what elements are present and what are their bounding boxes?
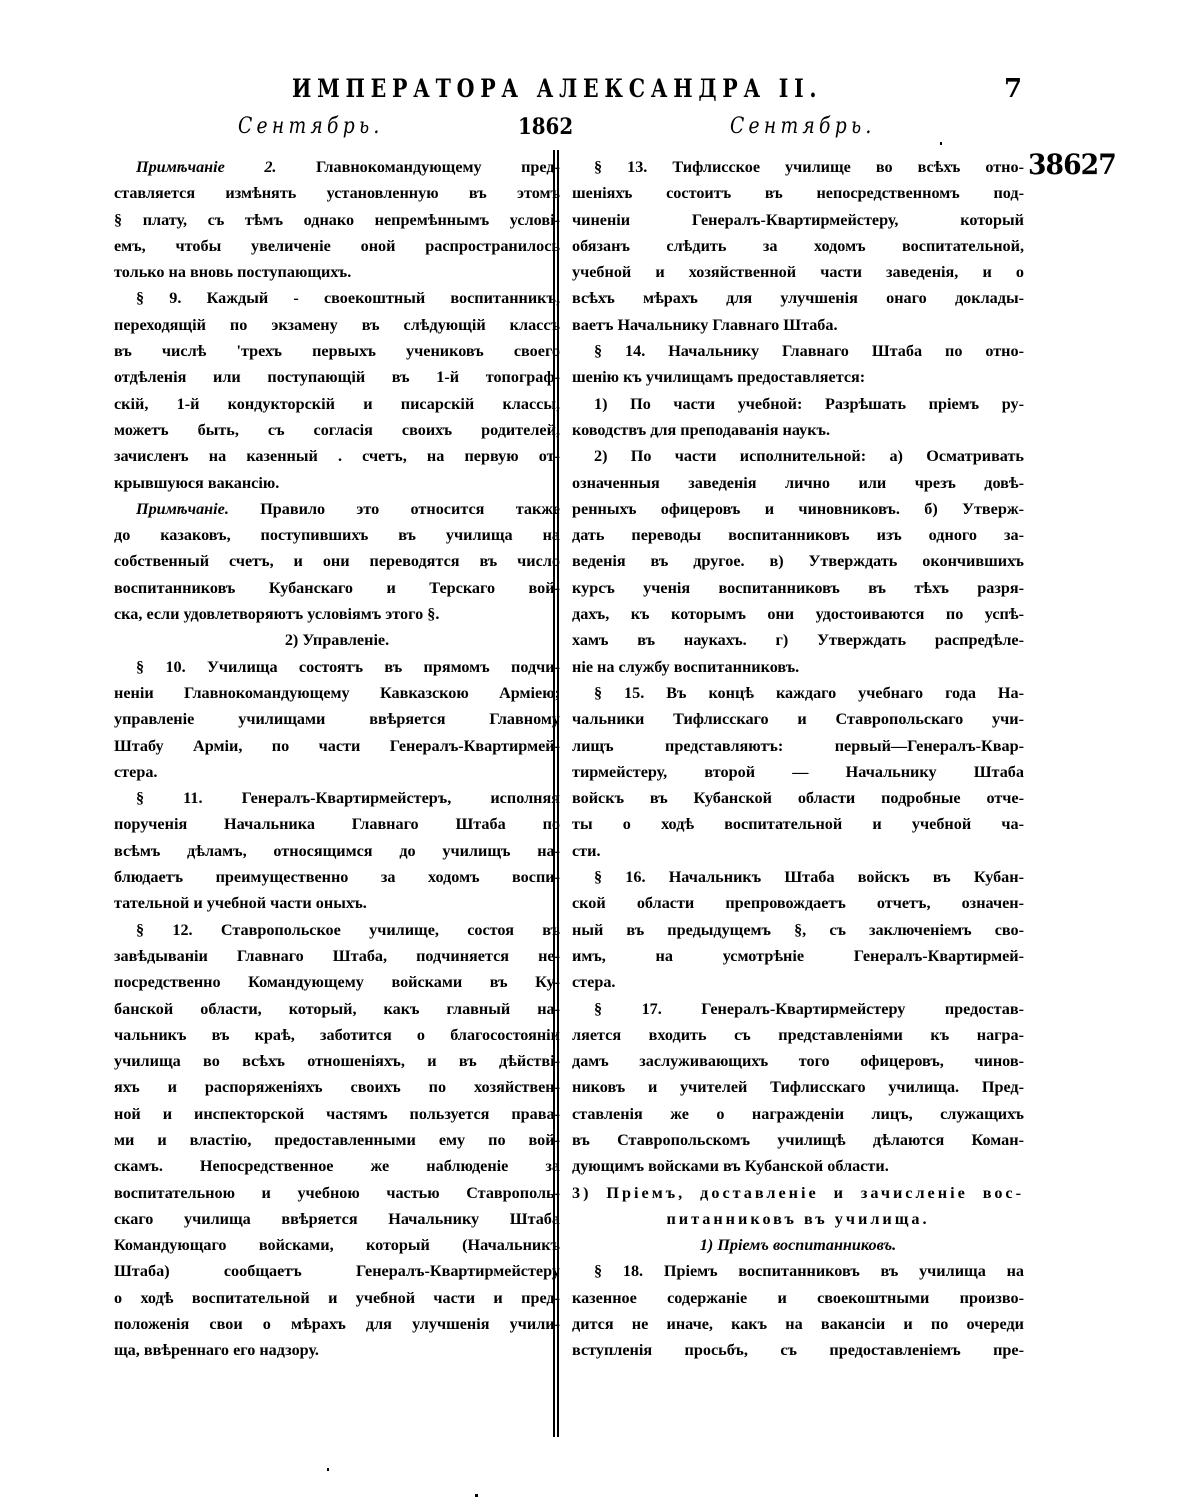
text-line: чиненіи Генералъ-Квартирмейстеру, который bbox=[572, 210, 1024, 229]
text-line: переходящій по экзамену въ слѣдующій классъ bbox=[114, 315, 560, 334]
text-line: ренныхъ офицеровъ и чиновниковъ. б) Утверж- bbox=[572, 499, 1024, 518]
text-line: казенное содержаніе и своекоштными произво- bbox=[572, 1288, 1024, 1307]
text-line: тательной и учебной части оныхъ. bbox=[114, 894, 367, 913]
text-line: учебной и хозяйственной части заведенія, и о bbox=[572, 263, 1024, 282]
text-line bbox=[114, 154, 560, 180]
text-line: чальникъ въ краѣ, заботится о благосостояніи bbox=[114, 1025, 560, 1044]
text-line: веденія въ другое. в) Утверждать окончившихъ bbox=[572, 552, 1024, 571]
text-line: только на вновь поступающихъ. bbox=[114, 263, 352, 282]
note-label: Примѣчаніе. bbox=[136, 499, 229, 518]
text-line: стера. bbox=[572, 973, 616, 992]
text-line: шенію къ училищамъ предоставляется: bbox=[572, 368, 866, 387]
text-line: § 9. Каждый - своекоштный воспитанникъ, bbox=[136, 289, 560, 308]
text-line: крывшуюся вакансію. bbox=[114, 473, 280, 492]
text-line: сти. bbox=[572, 841, 601, 860]
text-line: шеніяхъ состоитъ въ непосредственномъ под- bbox=[572, 184, 1024, 203]
text-line: ководствъ для преподаванія наукъ. bbox=[572, 420, 831, 439]
text-line: положенія свои о мѣрахъ для улучшенія учили- bbox=[114, 1315, 560, 1334]
text-line: неніи Главнокомандующему Кавказскою Арміею; bbox=[114, 683, 560, 702]
column-divider bbox=[553, 150, 559, 1437]
catalog-number: 38627 bbox=[1028, 148, 1116, 181]
running-title: ИМПЕРАТОРА АЛЕКСАНДРА II. bbox=[292, 74, 823, 103]
text-line: ты о ходѣ воспитательной и учебной ча- bbox=[572, 815, 1024, 834]
line-text: Правило это относится также bbox=[228, 499, 560, 518]
text-line: ляется входить съ представленіями къ награ- bbox=[572, 1025, 1024, 1044]
text-line: тирмейстеру, второй — Начальнику Штаба bbox=[572, 762, 1024, 781]
text-line: собственный счетъ, и они переводятся въ число bbox=[114, 552, 560, 571]
text-line: всѣхъ мѣрахъ для улучшенія онаго доклады- bbox=[572, 289, 1024, 308]
year: 1862 bbox=[518, 114, 574, 140]
print-speck bbox=[327, 1468, 329, 1471]
text-line: о ходѣ воспитательной и учебной части и пред- bbox=[114, 1288, 560, 1307]
text-line: ставляется измѣнять установленную въ этомъ bbox=[114, 184, 560, 203]
note-label: Примѣчаніе 2. bbox=[136, 158, 277, 176]
print-speck bbox=[475, 1494, 478, 1497]
text-line: ща, ввѣреннаго его надзору. bbox=[114, 1341, 319, 1360]
text-line: § 15. Въ концѣ каждаго учебнаго года На- bbox=[594, 683, 1024, 702]
text-line: въ Ставропольскомъ училищѣ дѣлаются Коман- bbox=[572, 1130, 1024, 1149]
month-left: Сентябрь. bbox=[238, 114, 384, 139]
text-line: до казаковъ, поступившихъ въ училища на bbox=[114, 526, 560, 545]
text-line: лищъ представляютъ: первый—Генералъ-Квар- bbox=[572, 736, 1024, 755]
date-line bbox=[0, 114, 1200, 146]
text-line: 2) Управленіе. bbox=[284, 631, 390, 650]
text-line: имъ, на усмотрѣніе Генералъ-Квартирмей- bbox=[572, 946, 1024, 965]
text-line: воспитательною и учебною частью Ставрополь- bbox=[114, 1183, 560, 1202]
text-line: завѣдываніи Главнаго Штаба, подчиняется не- bbox=[114, 946, 560, 965]
text-line: обязанъ слѣдить за ходомъ воспитательной, bbox=[572, 236, 1024, 255]
text-line: дахъ, къ которымъ они удостоиваются по успѣ- bbox=[572, 605, 1024, 624]
text-line: ска, если удовлетворяютъ условіямъ этого §. bbox=[114, 605, 440, 624]
right-column bbox=[572, 154, 1024, 1364]
text-line: скій, 1-й кондукторскій и писарскій классы, bbox=[114, 394, 560, 413]
text-line: Командующаго войсками, который (Начальникъ bbox=[114, 1236, 560, 1255]
text-line: § 16. Начальникъ Штаба войскъ въ Кубан- bbox=[594, 868, 1024, 887]
text-line: можетъ быть, съ согласія своихъ родителей, bbox=[114, 420, 560, 439]
text-line: всѣмъ дѣламъ, относящимся до училищъ на- bbox=[114, 841, 560, 860]
text-line: § 17. Генералъ-Квартирмейстеру предостав- bbox=[594, 999, 1024, 1018]
text-line: скаго училища ввѣряется Начальнику Штаба bbox=[114, 1209, 560, 1228]
text-line: ваетъ Начальнику Главнаго Штаба. bbox=[572, 315, 838, 334]
text-line: вступленія просьбъ, съ предоставленіемъ пре- bbox=[572, 1341, 1024, 1360]
text-line: § 11. Генералъ-Квартирмейстеръ, исполняя bbox=[136, 789, 560, 808]
text-line: хамъ въ наукахъ. г) Утверждать распредѣле- bbox=[572, 631, 1024, 650]
text-line: дится не иначе, какъ на вакансіи и по очереди bbox=[572, 1315, 1024, 1334]
text-line: ной и инспекторской частямъ пользуется права- bbox=[114, 1104, 560, 1123]
text-line: дующимъ войсками въ Кубанской области. bbox=[572, 1157, 889, 1176]
page-number: 7 bbox=[1004, 74, 1023, 104]
text-line: въ числѣ 'трехъ первыхъ учениковъ своего bbox=[114, 342, 560, 361]
text-line: § 18. Пріемъ воспитанниковъ въ училища на bbox=[594, 1262, 1024, 1281]
text-line: Штабу Арміи, по части Генералъ-Квартирмей- bbox=[114, 736, 560, 755]
text-line: посредственно Командующему войсками въ Ку- bbox=[114, 973, 560, 992]
line-text: Главнокомандующему пред- bbox=[276, 158, 560, 176]
text-line: означенныя заведенія лично или чрезъ довѣ- bbox=[572, 473, 1024, 492]
text-line: 1) По части учебной: Разрѣшать пріемъ ру- bbox=[594, 394, 1024, 413]
text-line: дамъ заслуживающихъ того офицеровъ, чинов- bbox=[572, 1052, 1024, 1071]
text-line: войскъ въ Кубанской области подробные отче- bbox=[572, 789, 1024, 808]
text-line bbox=[114, 496, 560, 522]
text-line: 1) Пріемъ воспитанниковъ. bbox=[699, 1236, 897, 1255]
text-line: дать переводы воспитанниковъ изъ одного за- bbox=[572, 526, 1024, 545]
text-line: управленіе училищами ввѣряется Главному bbox=[114, 710, 560, 729]
text-line: скамъ. Непосредственное же наблюденіе за bbox=[114, 1157, 560, 1176]
text-line: ніе на службу воспитанниковъ. bbox=[572, 657, 800, 676]
text-line: чальники Тифлисскаго и Ставропольскаго учи- bbox=[572, 710, 1024, 729]
text-line: емъ, чтобы увеличеніе оной распространилось bbox=[114, 236, 560, 255]
text-line: никовъ и учителей Тифлисскаго училища. Пред- bbox=[572, 1078, 1024, 1097]
text-line: ный въ предыдущемъ §, съ заключеніемъ сво- bbox=[572, 920, 1024, 939]
text-line: блюдаетъ преимущественно за ходомъ воспи- bbox=[114, 868, 560, 887]
text-line: ми и властію, предоставленными ему по вой- bbox=[114, 1130, 560, 1149]
text-line: зачисленъ на казенный . счетъ, на первую от- bbox=[114, 447, 560, 466]
month-right: Сентябрь. bbox=[730, 114, 876, 139]
text-line: ской области препровождаетъ отчетъ, означен- bbox=[572, 894, 1024, 913]
text-line: Штаба) сообщаетъ Генералъ-Квартирмейстеру bbox=[114, 1262, 560, 1281]
text-line: питанниковъ въ училища. bbox=[666, 1209, 930, 1228]
text-line: яхъ и распоряженіяхъ своихъ по хозяйствен- bbox=[114, 1078, 560, 1097]
text-line: ставленія же о награжденіи лицъ, служащихъ bbox=[572, 1104, 1024, 1123]
text-line: стера. bbox=[114, 762, 158, 781]
text-line: воспитанниковъ Кубанскаго и Терскаго вой- bbox=[114, 578, 560, 597]
text-line: § 13. Тифлисское училище во всѣхъ отно- bbox=[594, 158, 1024, 176]
text-line: § 14. Начальнику Главнаго Штаба по отно- bbox=[594, 342, 1024, 361]
print-speck bbox=[940, 142, 942, 145]
running-head bbox=[0, 74, 1200, 108]
text-line: § 12. Ставропольское училище, состоя въ bbox=[136, 920, 560, 939]
text-line: § 10. Училища состоятъ въ прямомъ подчи- bbox=[136, 657, 560, 676]
text-line: 3) Пріемъ, доставленіе и зачисленіе вос- bbox=[572, 1183, 1024, 1202]
text-line: § плату, съ тѣмъ однако непремѣннымъ услові- bbox=[114, 210, 560, 229]
text-line: отдѣленія или поступающій въ 1-й топограф- bbox=[114, 368, 560, 387]
text-line: банской области, который, какъ главный на- bbox=[114, 999, 560, 1018]
text-line: училища во всѣхъ отношеніяхъ, и въ дѣйстві- bbox=[114, 1052, 560, 1071]
text-line: порученія Начальника Главнаго Штаба по bbox=[114, 815, 560, 834]
text-line: 2) По части исполнительной: а) Осматривать bbox=[594, 447, 1024, 466]
text-line: курсъ ученія воспитанниковъ въ тѣхъ разря- bbox=[572, 578, 1024, 597]
left-column bbox=[114, 154, 560, 1364]
